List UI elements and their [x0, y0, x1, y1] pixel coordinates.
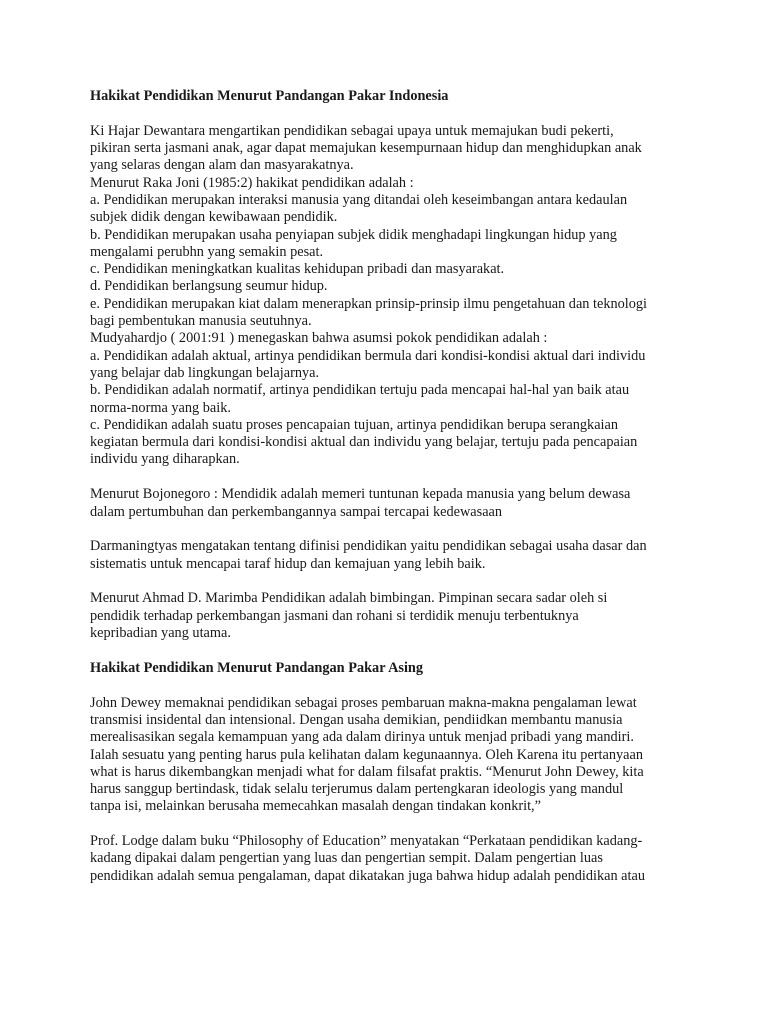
text-line: dalam pertumbuhan dan perkembangannya sampai tercapai kedewasaan — [90, 503, 503, 520]
text-line: pikiran serta jasmani anak, agar dapat memajukan kesempurnaan hidup dan menghidupkan anak — [90, 140, 642, 157]
text-line: tanpa isi, melainkan berusaha memecahkan masalah dengan tindakan konkrit,” — [90, 798, 541, 815]
text-line: norma-norma yang baik. — [90, 399, 231, 416]
spacer — [90, 105, 690, 123]
spacer — [90, 469, 690, 487]
text-line: b. Pendidikan adalah normatif, artinya pendidikan tertuju pada mencapai hal-hal yan baik atau — [90, 382, 630, 399]
text-line: merealisasikan segala kemampuan yang ada dalam dirinya untuk menjad pribadi yang mandiri. — [90, 729, 634, 746]
text-line: c. Pendidikan meningkatkan kualitas kehidupan pribadi dan masyarakat. — [90, 261, 505, 278]
text-line: mengalami perubhn yang semakin pesat. — [90, 243, 324, 260]
text-line: pendidik terhadap perkembangan jasmani dan rohani si terdidik menuju terbentuknya — [90, 607, 579, 624]
text-line: d. Pendidikan berlangsung seumur hidup. — [90, 278, 328, 295]
spacer — [90, 677, 690, 695]
text-line: a. Pendidikan adalah aktual, artinya pendidikan bermula dari kondisi-kondisi aktual dari individu — [90, 347, 646, 364]
text-line: Menurut Ahmad D. Marimba Pendidikan adalah bimbingan. Pimpinan secara sadar oleh si — [90, 590, 608, 607]
text-line: subjek didik dengan kewibawaan pendidik. — [90, 209, 338, 226]
text-line: Ki Hajar Dewantara mengartikan pendidikan sebagai upaya untuk memajukan budi pekerti, — [90, 122, 614, 139]
text-line: kepribadian yang utama. — [90, 625, 231, 642]
spacer — [90, 816, 690, 834]
section-heading-foreign: Hakikat Pendidikan Menurut Pandangan Pakar Asing — [90, 659, 424, 676]
text-line: harus sanggup bertindask, tidak selalu terjerumus dalam pertengkaran ideologis yang mandul — [90, 781, 624, 798]
text-line: transmisi insidental dan intensional. Dengan usaha demikian, pendiidkan membantu manusia — [90, 711, 623, 728]
text-line: Menurut Raka Joni (1985:2) hakikat pendidikan adalah : — [90, 174, 414, 191]
text-line: individu yang diharapkan. — [90, 451, 240, 468]
paragraph-indonesia-experts — [90, 123, 690, 469]
text-line: kadang dipakai dalam pengertian yang luas dan pengertian sempit. Dalam pengertian luas — [90, 850, 603, 867]
text-line: pendidikan adalah semua pengalaman, dapat dikatakan juga bahwa hidup adalah pendidikan atau — [90, 867, 645, 884]
spacer — [90, 573, 690, 591]
paragraph-bojonegoro — [90, 486, 690, 521]
text-line: Mudyahardjo ( 2001:91 ) menegaskan bahwa asumsi pokok pendidikan adalah : — [90, 330, 548, 347]
section-heading-indonesia: Hakikat Pendidikan Menurut Pandangan Pakar Indonesia — [90, 88, 449, 104]
paragraph-marimba — [90, 590, 690, 642]
paragraph-lodge — [90, 833, 690, 885]
text-line: yang belajar dab lingkungan belajarnya. — [90, 364, 320, 381]
text-line: c. Pendidikan adalah suatu proses pencapaian tujuan, artinya pendidikan berupa serangkaian — [90, 416, 619, 433]
text-line: sistematis untuk mencapai taraf hidup dan kemajuan yang lebih baik. — [90, 555, 486, 572]
spacer — [90, 642, 690, 660]
text-line: a. Pendidikan merupakan interaksi manusia yang ditandai oleh keseimbangan antara kedaulan — [90, 191, 628, 208]
text-line: yang selaras dengan alam dan masyarakatnya. — [90, 157, 354, 174]
text-line: e. Pendidikan merupakan kiat dalam menerapkan prinsip-prinsip ilmu pengetahuan dan teknologi — [90, 295, 648, 312]
document-page — [90, 88, 690, 885]
text-line: b. Pendidikan merupakan usaha penyiapan subjek didik menghadapi lingkungan hidup yang — [90, 226, 617, 243]
text-line: Ialah sesuatu yang penting harus pula kelihatan dalam kegunaannya. Oleh Karena itu pertanyaan — [90, 746, 643, 763]
text-line: Prof. Lodge dalam buku “Philosophy of Education” menyatakan “Perkataan pendidikan kadang- — [90, 833, 643, 850]
paragraph-darmaningtyas — [90, 538, 690, 573]
text-line: Menurut Bojonegoro : Mendidik adalah memeri tuntunan kepada manusia yang belum dewasa — [90, 486, 631, 503]
text-line: kegiatan bermula dari kondisi-kondisi aktual dan individu yang belajar, tertuju pada pencapaian — [90, 434, 638, 451]
spacer — [90, 521, 690, 539]
paragraph-john-dewey — [90, 695, 690, 816]
text-line: Darmaningtyas mengatakan tentang difinisi pendidikan yaitu pendidikan sebagai usaha dasar dan — [90, 538, 647, 555]
text-line: John Dewey memaknai pendidikan sebagai proses pembaruan makna-makna pengalaman lewat — [90, 694, 637, 711]
text-line: what is harus dikembangkan menjadi what for dalam filsafat praktis. “Menurut John Dewey, kita — [90, 763, 644, 780]
text-line: bagi pembentukan manusia seutuhnya. — [90, 313, 312, 330]
